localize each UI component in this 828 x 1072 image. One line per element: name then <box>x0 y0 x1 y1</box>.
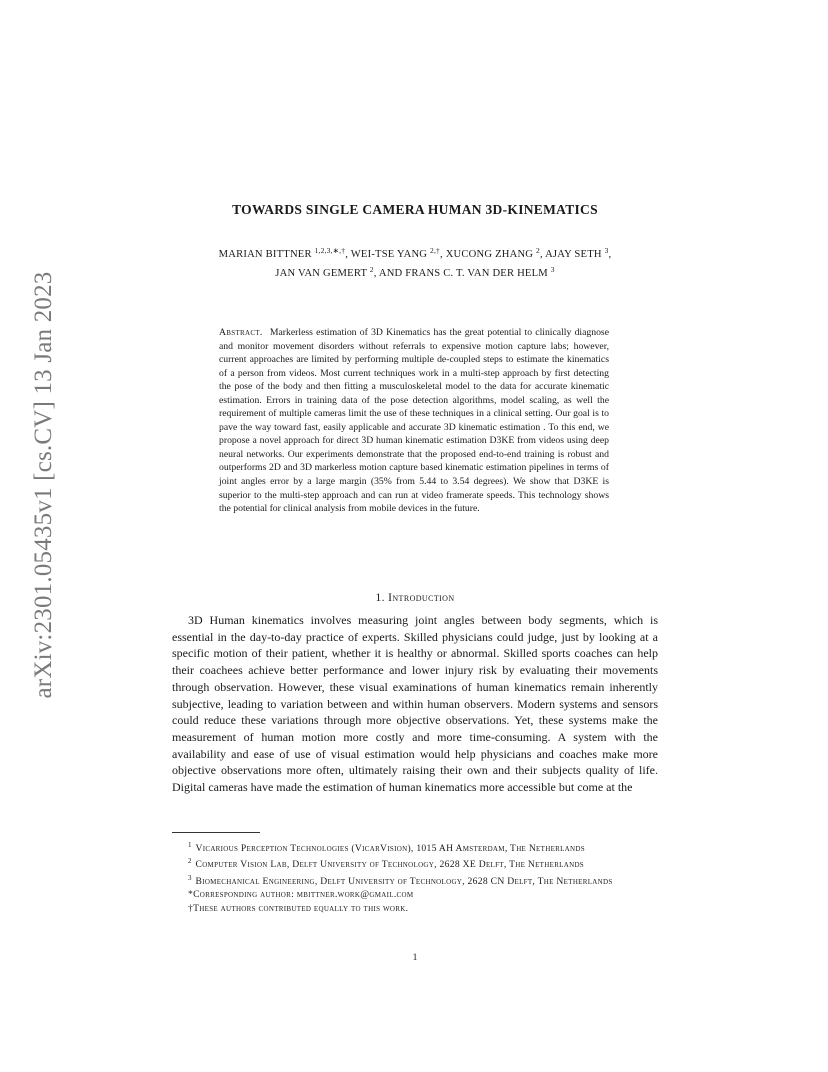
author: AJAY SETH $^3$, <box>545 246 612 260</box>
section-heading: 1. Introduction <box>375 592 455 604</box>
footnote-equal-contribution: †These authors contributed equally to this work. <box>188 902 409 914</box>
abstract <box>219 326 609 516</box>
page-number: 1 <box>412 952 418 963</box>
abstract-label: Abstract. <box>219 327 263 338</box>
arxiv-identifier: arXiv:2301.05435v1 [cs.CV] 13 Jan 2023 <box>30 271 57 699</box>
author-line-1 <box>172 243 658 262</box>
arxiv-stamp <box>26 271 62 699</box>
footnotes <box>172 839 658 915</box>
footnote-affiliation-2: $^2$ Computer Vision Lab, Delft University of Technology, 2628 XE Delft, The Netherlands <box>188 857 584 871</box>
author: WEI-TSE YANG $^{2,\dagger}$, <box>350 246 446 260</box>
abstract-text: Markerless estimation of 3D Kinematics has the great potential to clinically diagnose and monitor movement disorders without referrals to expensive motion capture labs; however, current approaches are limited by performing multiple de-coupled steps to estimate the kinematics of a person from videos. Most current techniques work in a multi-step approach by first detecting the pose of the body and then fitting a musculoskeletal model to the data for accurate kinematic estimation. Errors in training data of the pose detection algorithms, model scaling, as well the requirement of multiple cameras limit the use of these techniques in a clinical setting. Our goal is to pave the way toward fast, easily applicable and accurate 3D kinematic estimation . To this end, we propose a novel approach for direct 3D human kinematic estimation D3KE from videos using deep neural networks. Our experiments demonstrate that the proposed end-to-end training is robust and outperforms 2D and 3D markerless motion capture based kinematic estimation pipelines in terms of joint angles error by a large margin (35% from 5.44 to 3.54 degrees). We show that D3KE is superior to the multi-step approach and can run at video framerate speeds. This technology shows the potential for clinical analysis from mobile devices in the future. <box>219 327 610 515</box>
paper-title: TOWARDS SINGLE CAMERA HUMAN 3D-KINEMATICS <box>232 202 598 217</box>
footnote-corresponding-author: *Corresponding author: mbittner.work@gmail.com <box>188 889 414 901</box>
author: MARIAN BITTNER $^{1,2,3,∗,\dagger}$, <box>218 246 351 260</box>
intro-paragraph: 3D Human kinematics involves measuring joint angles between body segments, which is essential in the day-to-day practice of experts. Skilled physicians could judge, just by looking at a specific motion of their patient, whether it is healthy or abnormal. Skilled sports coaches can help their coachees achieve better performance and lower injury risk by evaluating their movements through observation. However, these visual examinations of human kinematics remain inherently subjective, leading to variation between and within human observers. Modern systems and sensors could reduce these variations through more objective observations. Yet, these systems make the measurement of human motion more costly and more time-consuming. A system with the availability and ease of use of visual estimation would help physicians and coaches make more objective observations more often, ultimately raising their own and their subjects quality of life. Digital cameras have made the estimation of human kinematics more accessible but come at the <box>172 613 658 795</box>
footnote-rule <box>172 832 260 833</box>
footnote-affiliation-1: $^1$ Vicarious Perception Technologies (VicarVision), 1015 AH Amsterdam, The Netherlands <box>188 841 585 854</box>
author-line-2 <box>172 262 658 281</box>
author-list <box>172 243 658 281</box>
footnote-affiliation-3: $^3$ Biomechanical Engineering, Delft University of Technology, 2628 CN Delft, The Netherlands <box>188 873 613 887</box>
author: FRANS C. T. VAN DER HELM $^3$ <box>405 265 555 279</box>
author: JAN VAN GEMERT $^2$, AND <box>275 265 406 279</box>
author: XUCONG ZHANG $^2$, <box>445 246 546 260</box>
